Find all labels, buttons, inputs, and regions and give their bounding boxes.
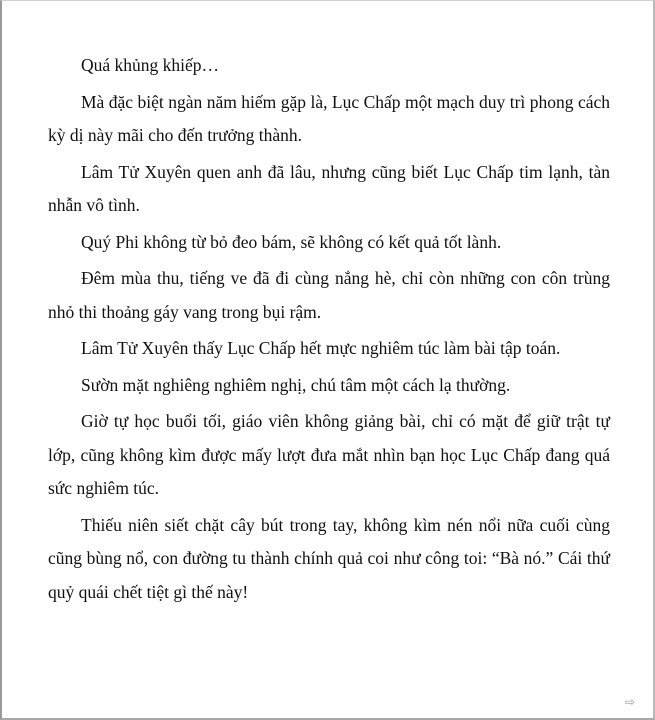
paragraph-5: Đêm mùa thu, tiếng ve đã đi cùng nắng hè, chỉ còn những con côn trùng nhỏ thi thoảng gáy vang trong bụi rậm. [48, 268, 610, 322]
document-body [48, 49, 610, 612]
page-curl-icon: ⇨ [625, 695, 636, 709]
paragraph-8: Giờ tự học buổi tối, giáo viên không giảng bài, chỉ có mặt để giữ trật tự lớp, cũng không kìm được mấy lượt đưa mắt nhìn bạn học Lục Chấp đang quá sức nghiêm túc. [48, 411, 610, 498]
paragraph-4: Quý Phi không từ bỏ đeo bám, sẽ không có kết quả tốt lành. [81, 231, 502, 252]
paragraph-3: Lâm Tử Xuyên quen anh đã lâu, nhưng cũng biết Lục Chấp tim lạnh, tàn nhẫn vô tình. [48, 161, 610, 215]
paragraph-7: Sườn mặt nghiêng nghiêm nghị, chú tâm một cách lạ thường. [81, 374, 511, 395]
paragraph-1: Quá khủng khiếp… [81, 55, 220, 75]
paragraph-9: Thiếu niên siết chặt cây bút trong tay, không kìm nén nổi nữa cuối cùng cũng bùng nổ, con đường tu thành chính quả coi như công toi: “Bà nó.” Cái thứ quỷ quái chết tiệt gì thế này! [48, 514, 610, 602]
paragraph-6: Lâm Tử Xuyên thấy Lục Chấp hết mực nghiêm túc làm bài tập toán. [81, 338, 561, 358]
paragraph-2: Mà đặc biệt ngàn năm hiếm gặp là, Lục Chấp một mạch duy trì phong cách kỳ dị này mãi cho đến trưởng thành. [48, 91, 610, 145]
